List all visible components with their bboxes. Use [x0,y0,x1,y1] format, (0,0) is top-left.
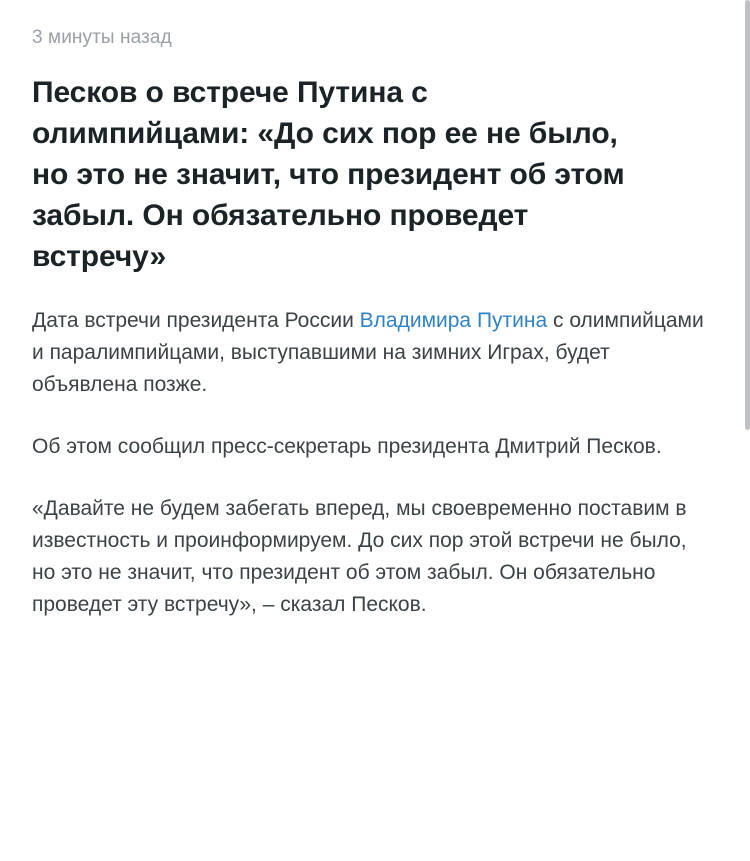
article-timestamp: 3 минуты назад [32,27,172,48]
paragraph-text-before-link: Дата встречи президента России [32,309,360,332]
link-vladimir-putin[interactable]: Владимира Путина [359,309,548,332]
page-scrollbar[interactable] [745,0,750,861]
scrollbar-thumb[interactable] [745,0,750,430]
article-paragraph-source: Об этом сообщил пресс-секретарь президента Дмитрий Песков. [32,435,662,458]
article-paragraph-quote: «Давайте не будем забегать вперед, мы своевременно поставим в известность и проинформируем. До сих пор этой встречи не было, но это не значит, что президент об этом забыл. Он обязательно проведет эту встречу», – сказал Песков. [32,497,687,616]
article-paragraph-lead [32,305,704,401]
article-headline: Песков о встрече Путина с олимпийцами: «До сих пор ее не было, но это не значит, что президент об этом забыл. Он обязательно проведет встречу» [32,76,625,273]
paragraph-text-after-link: с олимпийцами и паралимпийцами, выступавшими на зимних Играх, будет объявлена позже. [32,309,704,396]
